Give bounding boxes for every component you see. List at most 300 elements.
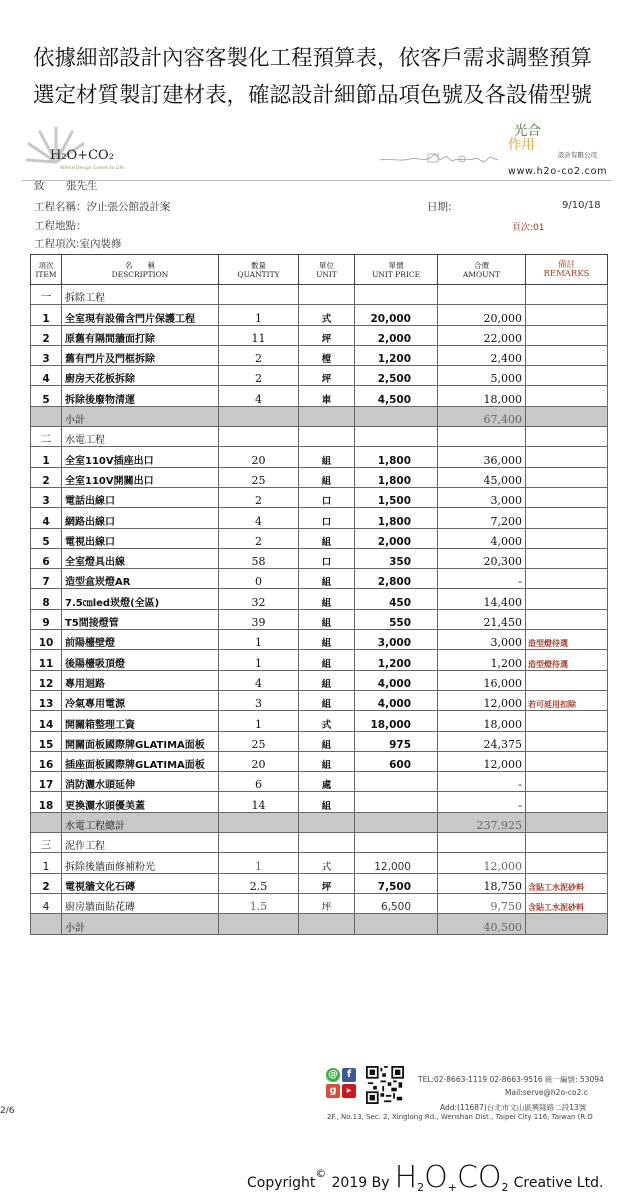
item-description: 前陽檯壁燈 (62, 630, 219, 650)
brand-sub-2b: 2 (501, 1181, 509, 1195)
item-description: 7.5㎝led崁燈(全區) (62, 589, 219, 609)
item-number: 二 (31, 427, 62, 447)
item-amount: 7,200 (438, 508, 526, 528)
item-remark: 含貼工水泥砂料 (526, 873, 608, 893)
table-row (31, 690, 608, 710)
table-row (31, 893, 608, 913)
item-unit: 組 (299, 447, 355, 467)
item-unit: 組 (299, 467, 355, 487)
section-row (31, 427, 608, 447)
item-remark (526, 548, 608, 568)
item-description: 小計 (62, 914, 219, 934)
item-description: 拆除後牆面修補粉光 (62, 853, 219, 873)
item-unit: 組 (299, 528, 355, 548)
item-amount: 1,200 (438, 650, 526, 670)
table-row (31, 386, 608, 406)
item-remark (526, 853, 608, 873)
item-amount: 22,000 (438, 325, 526, 345)
item-number: 18 (31, 792, 62, 812)
item-quantity: 2 (219, 528, 299, 548)
quotation-table (30, 254, 608, 935)
item-description: 網路出線口 (62, 508, 219, 528)
copyright-line (247, 1160, 603, 1195)
section-row (31, 285, 608, 305)
item-unit: 坪 (299, 325, 355, 345)
item-unit: 口 (299, 487, 355, 507)
google-plus-icon[interactable]: g (326, 1084, 340, 1098)
item-quantity: 4 (219, 670, 299, 690)
to-label: 致 (34, 180, 45, 192)
item-quantity: 4 (219, 508, 299, 528)
item-amount: 18,000 (438, 711, 526, 731)
table-row (31, 589, 608, 609)
item-unit-price: 350 (355, 548, 438, 568)
item-number: 8 (31, 589, 62, 609)
item-unit (299, 285, 355, 305)
item-number: 11 (31, 650, 62, 670)
item-unit: 組 (299, 731, 355, 751)
item-unit-price: 6,500 (355, 893, 438, 913)
item-number: 2 (31, 325, 62, 345)
header-remarks: 備註 REMARKS (526, 255, 608, 285)
item-number: 7 (31, 569, 62, 589)
table-row (31, 305, 608, 325)
item-amount (438, 427, 526, 447)
item-number: 4 (31, 366, 62, 386)
item-unit: 組 (299, 650, 355, 670)
table-row (31, 467, 608, 487)
logo-right-name (508, 124, 618, 152)
table-row (31, 528, 608, 548)
item-remark: 若可延用扣除 (526, 690, 608, 710)
item-amount: - (438, 792, 526, 812)
item-quantity: 1 (219, 305, 299, 325)
item-unit (299, 833, 355, 853)
item-description: 小計 (62, 406, 219, 426)
item-quantity (219, 285, 299, 305)
facebook-icon[interactable]: f (342, 1068, 356, 1082)
table-row (31, 630, 608, 650)
youtube-icon[interactable]: ▶ (342, 1084, 356, 1098)
brand-h: H (394, 1160, 418, 1195)
brand-plus: + (447, 1181, 457, 1195)
item-amount: 67,400 (438, 406, 526, 426)
item-number: 3 (31, 487, 62, 507)
item-unit-price: 7,500 (355, 873, 438, 893)
item-quantity (219, 833, 299, 853)
item-description: 全室現有設備含門片保護工程 (62, 305, 219, 325)
item-quantity: 25 (219, 467, 299, 487)
item-remark (526, 731, 608, 751)
header-divider (22, 180, 612, 181)
item-amount: 12,000 (438, 853, 526, 873)
section-row (31, 833, 608, 853)
item-number: 10 (31, 630, 62, 650)
item-unit-price (355, 285, 438, 305)
item-unit-price (355, 406, 438, 426)
table-row (31, 325, 608, 345)
item-quantity (219, 812, 299, 832)
item-number: 一 (31, 285, 62, 305)
item-unit: 組 (299, 569, 355, 589)
item-unit-price (355, 427, 438, 447)
item-description: 水電工程 (62, 427, 219, 447)
item-unit-price: 1,200 (355, 345, 438, 365)
item-number (31, 406, 62, 426)
logo-left-tagline: Where Design Comes to Life (60, 166, 124, 171)
table-row (31, 731, 608, 751)
item-unit-price (355, 914, 438, 934)
table-row (31, 670, 608, 690)
footer-tel: TEL:02-8663-1119 02-8663-9516 統一編號: 53094 (418, 1075, 604, 1084)
item-quantity: 11 (219, 325, 299, 345)
item-unit-price: 12,000 (355, 853, 438, 873)
item-number (31, 914, 62, 934)
item-remark (526, 670, 608, 690)
header-amount: 合價 AMOUNT (438, 255, 526, 285)
item-description: 原舊有隔間牆面打除 (62, 325, 219, 345)
item-number: 6 (31, 548, 62, 568)
item-unit: 坪 (299, 366, 355, 386)
item-description: 造型盒崁燈AR (62, 569, 219, 589)
item-unit-price: 1,200 (355, 650, 438, 670)
table-row (31, 772, 608, 792)
item-description: 拆除工程 (62, 285, 219, 305)
item-quantity: 2.5 (219, 873, 299, 893)
item-description: 冷氣專用電源 (62, 690, 219, 710)
item-unit: 式 (299, 711, 355, 731)
subtotal-row (31, 406, 608, 426)
item-unit-price (355, 833, 438, 853)
item-quantity: 1.5 (219, 893, 299, 913)
subtotal-row (31, 914, 608, 934)
item-quantity: 6 (219, 772, 299, 792)
item-remark (526, 508, 608, 528)
item-remark (526, 812, 608, 832)
item-remark (526, 406, 608, 426)
item-unit: 坪 (299, 893, 355, 913)
item-number: 12 (31, 670, 62, 690)
table-row (31, 609, 608, 629)
footer-address-zh: Add:(11687)台北市文山區興隆路二段13號 (440, 1103, 587, 1112)
item-unit-price: 2,500 (355, 366, 438, 386)
header-description: 名 稱 DESCRIPTION (62, 255, 219, 285)
item-unit: 坪 (299, 873, 355, 893)
item-remark (526, 427, 608, 447)
item-amount: 4,000 (438, 528, 526, 548)
subtotal-row (31, 812, 608, 832)
item-number: 17 (31, 772, 62, 792)
item-description: 開關面板國際牌GLATIMA面板 (62, 731, 219, 751)
item-remark (526, 609, 608, 629)
item-amount: 3,000 (438, 630, 526, 650)
item-amount: 237,925 (438, 812, 526, 832)
item-quantity: 39 (219, 609, 299, 629)
item-unit: 樘 (299, 345, 355, 365)
item-number: 14 (31, 711, 62, 731)
copyright-prefix: Copyright (247, 1175, 316, 1191)
item-amount: 12,000 (438, 690, 526, 710)
item-number: 16 (31, 751, 62, 771)
item-remark (526, 487, 608, 507)
item-remark (526, 772, 608, 792)
item-amount: 18,000 (438, 386, 526, 406)
item-number: 5 (31, 386, 62, 406)
item-unit-price (355, 792, 438, 812)
site-label: 工程地點： (34, 220, 87, 232)
footer-address-en: 2F., No.13, Sec. 2, Xinglong Rd., Wenshan Dist., Taipei City 116, Taiwan (R.O (327, 1113, 593, 1121)
logo-name-a: 光合 (514, 123, 541, 139)
table-row (31, 548, 608, 568)
table-row (31, 508, 608, 528)
item-quantity: 2 (219, 345, 299, 365)
item-quantity: 32 (219, 589, 299, 609)
item-unit-price: 1,800 (355, 467, 438, 487)
item-description: 後陽檯吸頂燈 (62, 650, 219, 670)
item-unit (299, 427, 355, 447)
project-name: 工程名稱：汐止張公館設計案 (34, 201, 171, 213)
item-unit: 組 (299, 792, 355, 812)
item-amount: 20,300 (438, 548, 526, 568)
item-quantity: 14 (219, 792, 299, 812)
table-row (31, 792, 608, 812)
table-row (31, 345, 608, 365)
item-unit-price: 4,000 (355, 690, 438, 710)
item-quantity: 2 (219, 487, 299, 507)
item-description: 全室110V插座出口 (62, 447, 219, 467)
item-number: 9 (31, 609, 62, 629)
table-row (31, 650, 608, 670)
table-row (31, 853, 608, 873)
item-remark (526, 528, 608, 548)
item-amount: - (438, 772, 526, 792)
item-number: 3 (31, 345, 62, 365)
date-label: 日期: (427, 201, 452, 213)
logo-right-url: www.h2o-co2.com (508, 166, 608, 177)
item-amount: 18,750 (438, 873, 526, 893)
item-remark: 造型燈待選 (526, 650, 608, 670)
item-description: 專用迴路 (62, 670, 219, 690)
item-remark (526, 305, 608, 325)
brand-o: O (424, 1160, 448, 1195)
item-number: 5 (31, 528, 62, 548)
item-number: 2 (31, 873, 62, 893)
table-row (31, 487, 608, 507)
item-number: 13 (31, 690, 62, 710)
item-unit: 組 (299, 589, 355, 609)
item-amount: 5,000 (438, 366, 526, 386)
item-remark (526, 447, 608, 467)
item-quantity: 2 (219, 366, 299, 386)
item-quantity: 25 (219, 731, 299, 751)
item-amount (438, 285, 526, 305)
item-amount: 14,400 (438, 589, 526, 609)
item-remark (526, 325, 608, 345)
item-description: 電視牆文化石磚 (62, 873, 219, 893)
category-label: 工程項次:室內裝修 (34, 238, 122, 250)
table-row (31, 447, 608, 467)
table-row (31, 711, 608, 731)
item-remark (526, 589, 608, 609)
item-unit-price: 18,000 (355, 711, 438, 731)
heading-line-2: 選定材質製訂建材表，確認設計細節品項色號及各設備型號 (32, 83, 592, 108)
item-remark: 造型燈待選 (526, 630, 608, 650)
item-remark (526, 345, 608, 365)
item-unit: 口 (299, 548, 355, 568)
item-amount: 45,000 (438, 467, 526, 487)
item-unit: 組 (299, 630, 355, 650)
item-quantity: 58 (219, 548, 299, 568)
item-unit: 組 (299, 670, 355, 690)
item-quantity: 1 (219, 630, 299, 650)
table-header-row (31, 255, 608, 285)
item-amount: 40,500 (438, 914, 526, 934)
table-row (31, 569, 608, 589)
item-remark (526, 792, 608, 812)
item-amount: 36,000 (438, 447, 526, 467)
item-unit: 組 (299, 690, 355, 710)
item-remark (526, 386, 608, 406)
item-description: T5間接燈管 (62, 609, 219, 629)
item-description: 電視出線口 (62, 528, 219, 548)
item-unit-price: 4,000 (355, 670, 438, 690)
item-quantity: 4 (219, 386, 299, 406)
item-amount: 3,000 (438, 487, 526, 507)
page-label: 頁次:01 (512, 223, 545, 233)
item-remark: 含貼工水泥砂料 (526, 893, 608, 913)
item-remark (526, 711, 608, 731)
header-unit-price: 單價 UNIT PRICE (355, 255, 438, 285)
logo-name-b: 作用 (508, 137, 535, 153)
brand-sub-2: 2 (417, 1181, 425, 1195)
item-number: 1 (31, 305, 62, 325)
item-remark (526, 833, 608, 853)
page-heading (0, 40, 625, 114)
page-number: 2/6 (0, 1106, 15, 1116)
item-amount: 24,375 (438, 731, 526, 751)
item-unit-price (355, 812, 438, 832)
item-unit-price: 2,000 (355, 528, 438, 548)
item-unit: 口 (299, 508, 355, 528)
item-description: 插座面板國際牌GLATIMA面板 (62, 751, 219, 771)
item-amount: - (438, 569, 526, 589)
item-quantity: 1 (219, 711, 299, 731)
item-description: 開關箱整理工資 (62, 711, 219, 731)
item-description: 拆除後廢物清運 (62, 386, 219, 406)
item-description: 水電工程總計 (62, 812, 219, 832)
item-number: 2 (31, 467, 62, 487)
item-number: 15 (31, 731, 62, 751)
item-quantity: 3 (219, 690, 299, 710)
item-description: 廚房天花板拆除 (62, 366, 219, 386)
item-unit: 組 (299, 751, 355, 771)
item-number: 三 (31, 833, 62, 853)
company-logo-left (26, 124, 146, 174)
logo-left-name: H₂O+CO₂ (50, 148, 114, 163)
item-quantity: 20 (219, 447, 299, 467)
item-amount: 9,750 (438, 893, 526, 913)
copyright-symbol: © (315, 1167, 327, 1180)
item-amount: 21,450 (438, 609, 526, 629)
item-amount: 2,400 (438, 345, 526, 365)
item-number: 1 (31, 447, 62, 467)
header-item: 項次 ITEM (31, 255, 62, 285)
item-quantity (219, 406, 299, 426)
item-unit-price: 450 (355, 589, 438, 609)
line-share-icon[interactable]: @ (328, 1069, 338, 1080)
item-description: 消防灑水頭延伸 (62, 772, 219, 792)
item-unit-price: 2,800 (355, 569, 438, 589)
item-amount: 20,000 (438, 305, 526, 325)
sketch-doodle-icon (380, 148, 500, 170)
item-remark (526, 751, 608, 771)
header-unit: 單位 UNIT (299, 255, 355, 285)
item-unit-price: 4,500 (355, 386, 438, 406)
item-quantity: 1 (219, 650, 299, 670)
item-description: 電話出線口 (62, 487, 219, 507)
company-logo-right (508, 123, 618, 177)
copyright-year: 2019 By (331, 1175, 390, 1191)
brand-suffix: Creative Ltd. (513, 1175, 604, 1191)
item-remark (526, 285, 608, 305)
item-description: 全室燈具出線 (62, 548, 219, 568)
item-unit-price: 3,000 (355, 630, 438, 650)
item-quantity (219, 427, 299, 447)
item-unit-price: 20,000 (355, 305, 438, 325)
heading-line-1: 依據細部設計內容客製化工程預算表，依客戶需求調整預算 (32, 46, 592, 71)
item-unit-price: 975 (355, 731, 438, 751)
header-quantity: 數量 QUANTITY (219, 255, 299, 285)
item-quantity: 20 (219, 751, 299, 771)
item-number: 4 (31, 893, 62, 913)
item-unit (299, 406, 355, 426)
table-row (31, 873, 608, 893)
item-unit: 組 (299, 609, 355, 629)
item-unit-price: 1,800 (355, 508, 438, 528)
item-description: 更換灑水頭優美蓋 (62, 792, 219, 812)
item-number: 4 (31, 508, 62, 528)
date-value: 9/10/18 (562, 200, 601, 211)
item-description: 廚房牆面貼花磚 (62, 893, 219, 913)
item-remark (526, 914, 608, 934)
item-amount: 16,000 (438, 670, 526, 690)
item-unit: 處 (299, 772, 355, 792)
item-unit-price: 1,800 (355, 447, 438, 467)
qr-code-icon[interactable] (366, 1066, 404, 1104)
logo-right-subtitle: 設計有限公司 (558, 151, 597, 159)
item-unit-price (355, 772, 438, 792)
item-remark (526, 569, 608, 589)
item-description: 泥作工程 (62, 833, 219, 853)
footer-mail[interactable]: Mail:serve@h2o-co2.c (505, 1088, 588, 1097)
item-unit (299, 914, 355, 934)
item-unit-price: 550 (355, 609, 438, 629)
item-description: 全室110V開關出口 (62, 467, 219, 487)
item-amount (438, 833, 526, 853)
item-remark (526, 366, 608, 386)
brand-co: CO (456, 1160, 502, 1195)
item-amount: 12,000 (438, 751, 526, 771)
item-number: 1 (31, 853, 62, 873)
table-row (31, 751, 608, 771)
item-unit: 式 (299, 853, 355, 873)
item-remark (526, 467, 608, 487)
item-number (31, 812, 62, 832)
item-quantity: 1 (219, 853, 299, 873)
to-name: 張先生 (66, 180, 98, 192)
item-quantity: 0 (219, 569, 299, 589)
table-row (31, 366, 608, 386)
